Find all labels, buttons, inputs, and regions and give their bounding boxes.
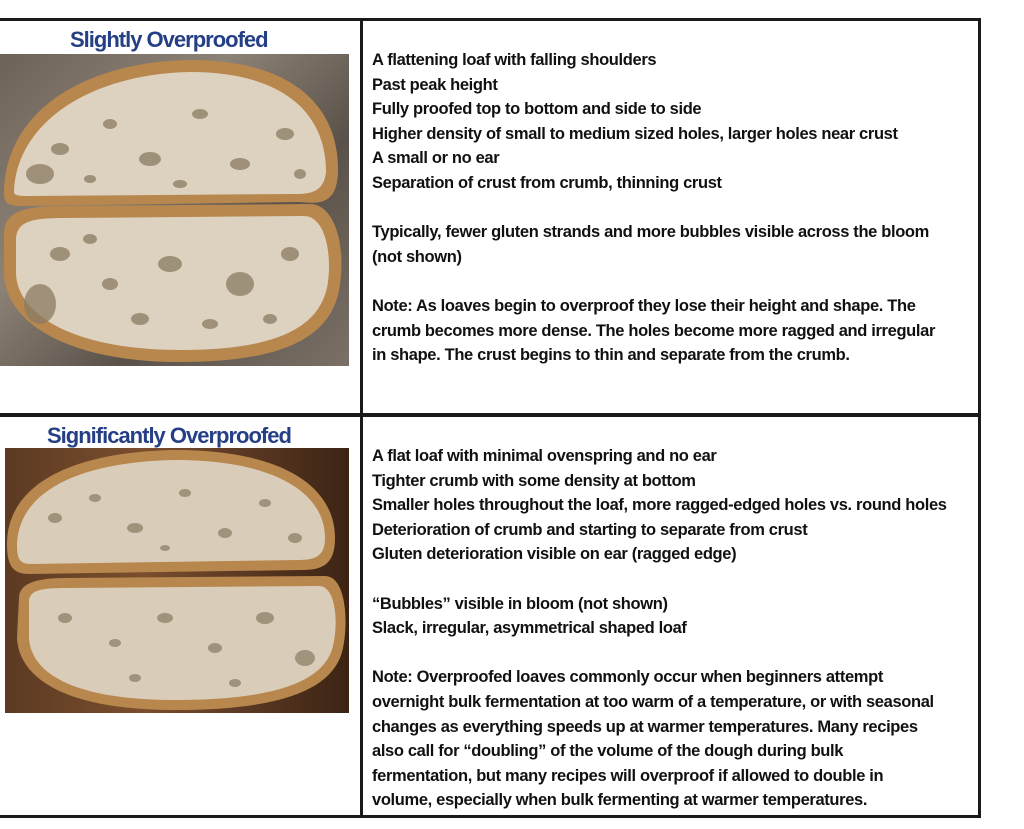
column-divider [360, 18, 363, 818]
note-line: crumb becomes more dense. The holes become more ragged and irregular [372, 321, 936, 340]
point-line: Separation of crust from crumb, thinning crust [372, 173, 722, 192]
note-line: Note: Overproofed loaves commonly occur when beginners attempt [372, 668, 883, 687]
note-line: Note: As loaves begin to overproof they lose their height and shape. The [372, 296, 916, 315]
point-line: Tighter crumb with some density at bottom [372, 471, 696, 490]
point-line: A flattening loaf with falling shoulders [372, 51, 657, 69]
extra-line: “Bubbles” visible in bloom (not shown) [372, 594, 668, 613]
note-line: in shape. The crust begins to thin and separate from the crumb. [372, 346, 850, 365]
description-slightly-overproofed [372, 48, 972, 368]
point-line: Gluten deterioration visible on ear (ragged edge) [372, 545, 737, 564]
note-line: also call for “doubling” of the volume of the dough during bulk [372, 742, 844, 761]
note-line: overnight bulk fermentation at too warm of a temperature, or with seasonal [372, 692, 934, 711]
point-line: A flat loaf with minimal ovenspring and no ear [372, 447, 717, 465]
point-line: Past peak height [372, 75, 498, 94]
note-line: volume, especially when bulk fermenting at warmer temperatures. [372, 791, 868, 810]
row-divider [0, 413, 981, 417]
point-line: Higher density of small to medium sized holes, larger holes near crust [372, 124, 898, 143]
section-heading-significantly-overproofed: Significantly Overproofed [47, 423, 291, 448]
table-bottom-border [0, 815, 981, 818]
table-top-border [0, 18, 981, 21]
point-line: Smaller holes throughout the loaf, more ragged-edged holes vs. round holes [372, 496, 947, 515]
extra-line: Typically, fewer gluten strands and more bubbles visible across the bloom [372, 223, 929, 242]
note-line: changes as everything speeds up at warmer temperatures. Many recipes [372, 717, 918, 736]
section-heading-slightly-overproofed: Slightly Overproofed [70, 27, 268, 52]
point-line: Fully proofed top to bottom and side to side [372, 100, 702, 119]
point-line: Deterioration of crumb and starting to separate from crust [372, 520, 808, 539]
loaf-photo-slightly-overproofed [0, 54, 349, 366]
extra-line: Slack, irregular, asymmetrical shaped loaf [372, 619, 687, 638]
note-line: fermentation, but many recipes will overproof if allowed to double in [372, 766, 884, 785]
extra-line: (not shown) [372, 247, 462, 266]
point-line: A small or no ear [372, 149, 500, 168]
table-right-border [978, 18, 981, 818]
loaf-photo-significantly-overproofed [5, 448, 349, 713]
description-significantly-overproofed [372, 444, 972, 813]
